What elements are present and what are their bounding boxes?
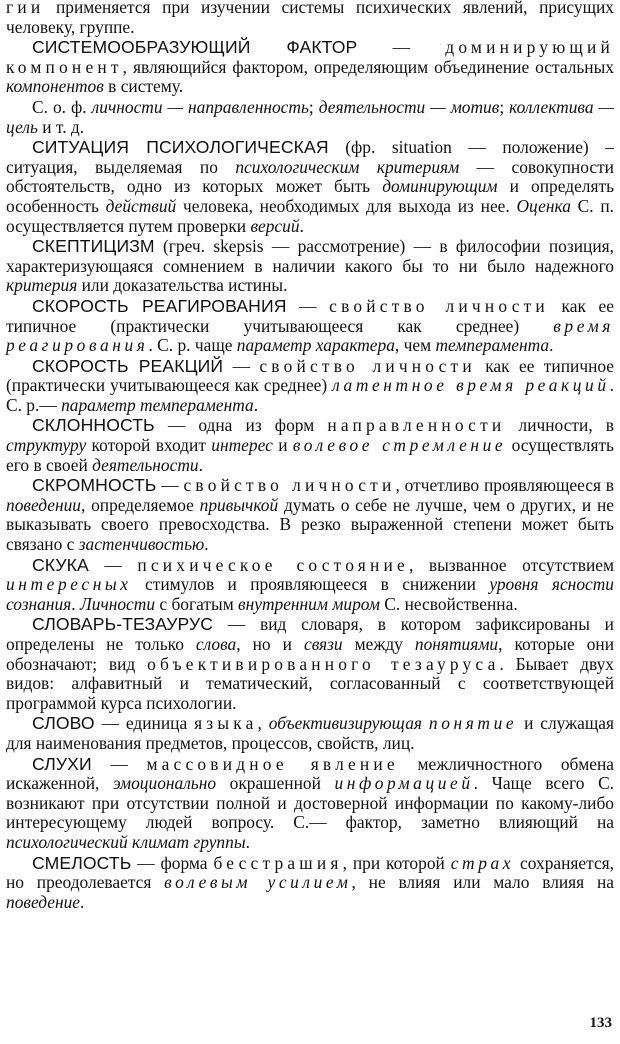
italic-text: психологический климат группы [6,831,246,852]
dictionary-entry [6,237,614,296]
entry-text: как ее типичное (практически учитывающееся как среднее) [6,355,615,396]
italic-text: личности — направленность [91,96,309,117]
italic-text: объективизирующая [268,713,422,734]
entry-text: личности, в [505,415,614,436]
spaced-italic-text: страх [450,852,515,873]
entry-text: и [272,435,293,456]
dictionary-entry [6,297,614,356]
entry-text: ; [499,96,510,117]
dictionary-entry [6,357,614,416]
entry-text: — вид словаря, в котором зафиксированы и определены не только [6,614,614,654]
entry-text: или доказательства истины. [77,275,288,296]
spaced-text: массовидное явление [146,753,399,774]
spaced-text: направленности [327,415,506,436]
entry-text: и т. д. [37,116,85,137]
dictionary-entry [6,38,614,97]
entry-text: (греч. skepsis — рассмотрение) — в философии позиция, характеризующаяся сомнением в наличии какого бы то ни было надежного [6,236,614,276]
dictionary-entry [6,714,614,753]
spaced-text: свойство личности [329,295,549,316]
italic-text: доминирующим [382,176,498,197]
entry-text: . Чаще всего С. возникают при отсутствии полной и достоверной информации по какому-либо интересующему людей вопросу. С.— фактор, заметно влияющий на [6,773,615,833]
entry-text: — [286,295,330,316]
entry-text: . [204,534,209,555]
entry-text: между [342,634,415,654]
entry-term: СКЛОННОСТЬ [32,415,155,436]
dictionary-entry [6,98,614,137]
italic-text: действий [105,195,177,216]
entry-text: — одна из форм [154,415,328,436]
entry-term: СЛУХИ [32,753,92,774]
entry-term: СКУКА [32,554,89,575]
italic-text: эмоционально [113,773,217,794]
dictionary-entry [6,556,614,615]
entries-column [6,0,614,912]
entry-text: — [223,355,260,376]
entry-text: осуществлять его в своей [6,435,614,475]
entry-text: человека, необходимых для выхода из нее. [176,195,517,216]
entry-text: стимулов и проявляющееся в снижении [131,574,490,595]
dictionary-entry [6,0,614,37]
entry-text: , но и [236,634,304,654]
spaced-italic-text: информацией [334,773,474,794]
entry-text: — [88,554,138,575]
spaced-italic-text: волевым усилием [164,872,352,893]
entry-text: и определять особенность [6,176,615,216]
entry-text: . [253,394,259,415]
entry-text: , определяемое [80,494,200,515]
entry-text: . С. р.— [6,375,614,415]
italic-text: структуру [6,435,87,456]
entry-text: которой входит [86,435,212,456]
italic-text: понятиями [414,634,499,654]
spaced-italic-text: волевое стремление [292,435,507,456]
entry-text: сохраняется, но преодолевается [6,852,615,893]
dictionary-entry [6,854,614,913]
entry-text: , вызванное отсутствием [408,554,614,575]
entry-text: , [257,713,269,734]
entry-text: , не влияя или мало влияя на [351,872,614,893]
entry-text: , чем [394,335,436,356]
entry-text: , отчетливо проявляющееся в [395,475,614,496]
entry-text: , которые они обозначают; вид [6,634,615,674]
page-number: 133 [589,1015,612,1031]
entry-text: (фр. situation — положение) – ситуация, выделяемая по [6,137,614,177]
entry-text: . [549,335,554,356]
italic-text: внутренним миром [238,593,380,614]
entry-term: СКЕПТИЦИЗМ [32,236,155,257]
entry-text: . [71,593,80,614]
italic-text: психологическим критериям [235,156,460,177]
italic-text: поведении [6,494,81,515]
entry-text: , при которой [342,852,451,873]
entry-text: , являющийся фактором, определяющим объединение остальных [122,56,614,77]
entry-text [422,713,429,733]
italic-text: темперамента [435,335,550,356]
entry-text: . [245,831,250,852]
italic-text: интерес [211,435,273,456]
entry-text: . С. р. чаще [148,335,237,356]
entry-text: межличностного обмена искаженной, [6,753,614,794]
italic-text: компонентов [6,76,104,97]
spaced-italic-text: время реагирования [6,315,614,356]
entry-text: . [80,891,85,912]
italic-text: слова [195,634,237,654]
entry-text: — совокупности обстоятельств, одно из которых может быть [6,156,614,197]
spaced-italic-text: понятие [428,713,518,734]
dictionary-entry [6,755,614,853]
entry-term: СКОРОСТЬ РЕАГИРОВАНИЯ [32,295,287,316]
entry-text: . [299,215,304,236]
entry-text: с богатым [155,593,239,614]
entry-term: СЛОВО [32,713,95,734]
entry-text: ; [308,96,319,117]
entry-text: . [198,454,203,475]
entry-text: . Бывает двух видов: алфавитный и тематический, согласованный с соответствующей программой курса психологии. [6,653,615,713]
entry-text: — форма [131,852,214,873]
italic-text: связи [303,634,343,654]
italic-text: деятельности [92,454,199,475]
entry-text: окрашенной [216,773,335,794]
italic-text: привычкой [199,494,279,515]
entry-term: СИТУАЦИЯ ПСИХОЛОГИЧЕСКАЯ [32,137,329,158]
italic-text: Личности [79,593,156,614]
spaced-text: доминирующий компонент [6,37,614,77]
entry-term: СЛОВАРЬ-ТЕЗАУРУС [32,614,214,635]
entry-term: СИСТЕМООБРАЗУЮЩИЙ ФАКТОР [32,37,358,58]
entry-text: в систему. [103,76,184,97]
entry-text: С. п. осуществляется путем проверки [6,195,614,236]
entry-text: как ее типичное (практически учитывающееся как среднее) [6,295,614,336]
italic-text: коллектива — цель [6,96,614,137]
dictionary-entry [6,615,614,713]
entry-term: СКОРОСТЬ РЕАКЦИЙ [32,355,224,376]
dictionary-entry [6,138,614,236]
spaced-italic-text: латентное время реакций [332,375,610,396]
italic-text: критерия [6,275,78,296]
italic-text: поведение [6,891,80,912]
italic-text: уровня ясности сознания [6,574,614,614]
entry-text: — [156,475,184,496]
spaced-text: психическое состояние [137,554,409,575]
dictionary-entry [6,416,614,475]
italic-text: параметр характера [236,335,395,356]
entry-text: думать о себе не лучше, чем о других, и не выказывать своего превосходства. В резко выраженной степени может быть связано с [6,494,614,555]
italic-text: Оценка [516,195,571,216]
entry-text: и служащая для наименования предметов, процессов, свойств, лиц. [6,713,614,753]
entry-text: С. о. ф. [32,96,92,117]
spaced-text: свойство личности [259,355,476,376]
italic-text: застенчивостью [78,534,205,555]
spaced-text: бесстрашия [213,852,343,873]
entry-text: — [91,753,147,774]
italic-text: версий [250,215,300,236]
italic-text: деятельности — мотив [318,96,500,117]
dictionary-entry [6,476,614,554]
entry-term: СКРОМНОСТЬ [32,475,157,496]
italic-text: параметр темперамента [61,394,254,415]
entry-text: — единица [94,713,195,734]
entry-term: СМЕЛОСТЬ [32,852,132,873]
entry-text: применяется при изучении системы психических явлений, присущих человеку, группе. [6,0,614,37]
spaced-text: объективированного тезауруса [147,653,500,674]
spaced-italic-text: интересных [6,574,132,595]
spaced-text: гии [6,0,45,17]
entry-text: С. несвойственна. [379,593,518,614]
spaced-text: языка [194,713,258,734]
spaced-text: свойство личности [183,475,396,496]
entry-text: — [357,37,446,58]
